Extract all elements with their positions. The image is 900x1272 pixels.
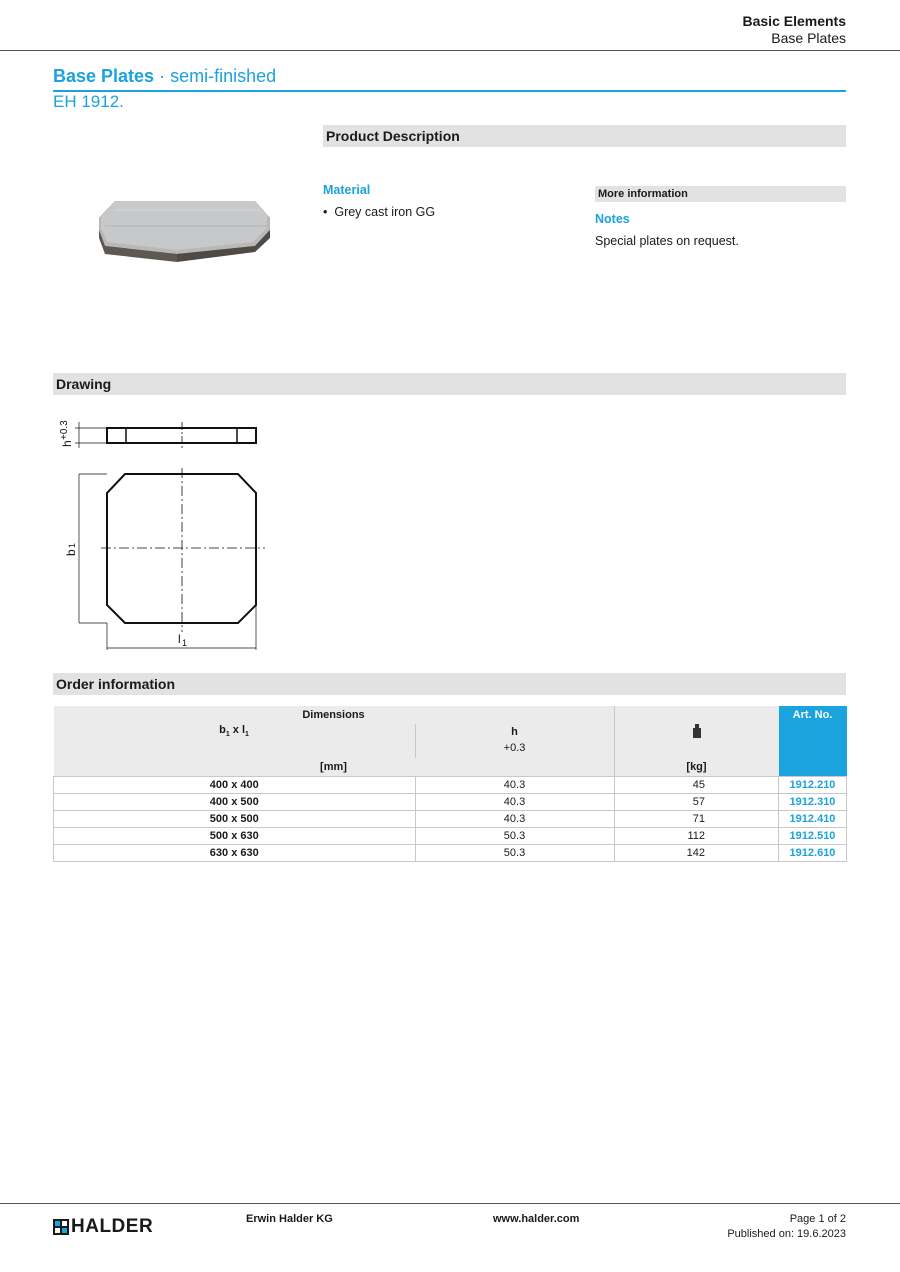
col-art-no: Art. No. — [779, 706, 847, 777]
col-x-l: x l — [229, 724, 246, 736]
title-suffix: semi-finished — [170, 66, 277, 86]
table-row — [54, 845, 847, 862]
cell-h: 40.3 — [415, 811, 614, 828]
cell-art-no[interactable]: 1912.310 — [779, 794, 847, 811]
label-h-tolerance: +0.3 — [59, 420, 70, 440]
table-row — [54, 777, 847, 794]
halder-logo-text: HALDER — [71, 1216, 154, 1237]
col-h — [415, 724, 614, 758]
title-separator: · — [159, 66, 166, 86]
footer-logo — [53, 1217, 153, 1237]
product-description-heading: Product Description — [323, 125, 846, 147]
col-b-x-l — [54, 724, 416, 758]
header-category: Basic Elements — [742, 13, 846, 29]
notes-text: Special plates on request. — [595, 234, 739, 248]
cell-kg: 57 — [614, 794, 779, 811]
more-information-heading: More information — [595, 186, 846, 202]
footer-divider — [0, 1203, 900, 1204]
table-row — [54, 794, 847, 811]
cell-art-no[interactable]: 1912.410 — [779, 811, 847, 828]
drawing-heading: Drawing — [53, 373, 846, 395]
label-l-sub: 1 — [182, 638, 188, 648]
label-b: b — [64, 549, 78, 556]
cell-size: 500 x 500 — [54, 811, 416, 828]
footer-company: Erwin Halder KG — [246, 1213, 333, 1225]
cell-art-no[interactable]: 1912.610 — [779, 845, 847, 862]
col-b: b — [219, 724, 226, 736]
label-h: h — [60, 440, 74, 447]
header-divider — [0, 50, 900, 51]
col-b-sub: 1 — [225, 731, 230, 739]
col-dimensions: Dimensions — [54, 706, 615, 724]
weight-icon — [691, 723, 703, 739]
product-image — [95, 196, 275, 266]
footer-website[interactable]: www.halder.com — [493, 1213, 580, 1225]
unit-mm: [mm] — [54, 758, 615, 777]
cell-kg: 112 — [614, 828, 779, 845]
weight-header-cell — [614, 706, 779, 758]
cell-h: 50.3 — [415, 845, 614, 862]
cell-kg: 142 — [614, 845, 779, 862]
cell-h: 40.3 — [415, 777, 614, 794]
cell-size: 630 x 630 — [54, 845, 416, 862]
table-row — [54, 811, 847, 828]
technical-drawing — [55, 410, 275, 655]
header-subcategory: Base Plates — [771, 30, 846, 46]
material-item: Grey cast iron GG — [334, 205, 436, 219]
order-information-heading: Order information — [53, 673, 846, 695]
notes-heading: Notes — [595, 212, 630, 226]
material-heading: Material — [323, 183, 371, 197]
footer-published: Published on: 19.6.2023 — [727, 1228, 846, 1240]
footer-page-number: Page 1 of 2 — [789, 1213, 846, 1225]
col-h-tolerance: +0.3 — [503, 742, 526, 754]
table-row — [54, 828, 847, 845]
unit-kg: [kg] — [614, 758, 779, 777]
title-divider — [53, 90, 846, 92]
label-l: l — [178, 632, 181, 646]
cell-size: 400 x 500 — [54, 794, 416, 811]
label-b-sub: 1 — [67, 542, 77, 548]
col-l-sub: 1 — [245, 731, 249, 739]
cell-size: 400 x 400 — [54, 777, 416, 794]
cell-kg: 45 — [614, 777, 779, 794]
col-h-label: h — [511, 726, 518, 738]
halder-logo-icon — [53, 1219, 69, 1235]
page-title — [53, 66, 276, 87]
material-list-item — [323, 205, 435, 219]
cell-size: 500 x 630 — [54, 828, 416, 845]
cell-h: 40.3 — [415, 794, 614, 811]
cell-art-no[interactable]: 1912.510 — [779, 828, 847, 845]
title-main: Base Plates — [53, 66, 155, 86]
product-code: EH 1912. — [53, 92, 124, 111]
cell-art-no[interactable]: 1912.210 — [779, 777, 847, 794]
cell-h: 50.3 — [415, 828, 614, 845]
cell-kg: 71 — [614, 811, 779, 828]
order-table — [53, 706, 847, 862]
bullet: • — [323, 205, 328, 219]
